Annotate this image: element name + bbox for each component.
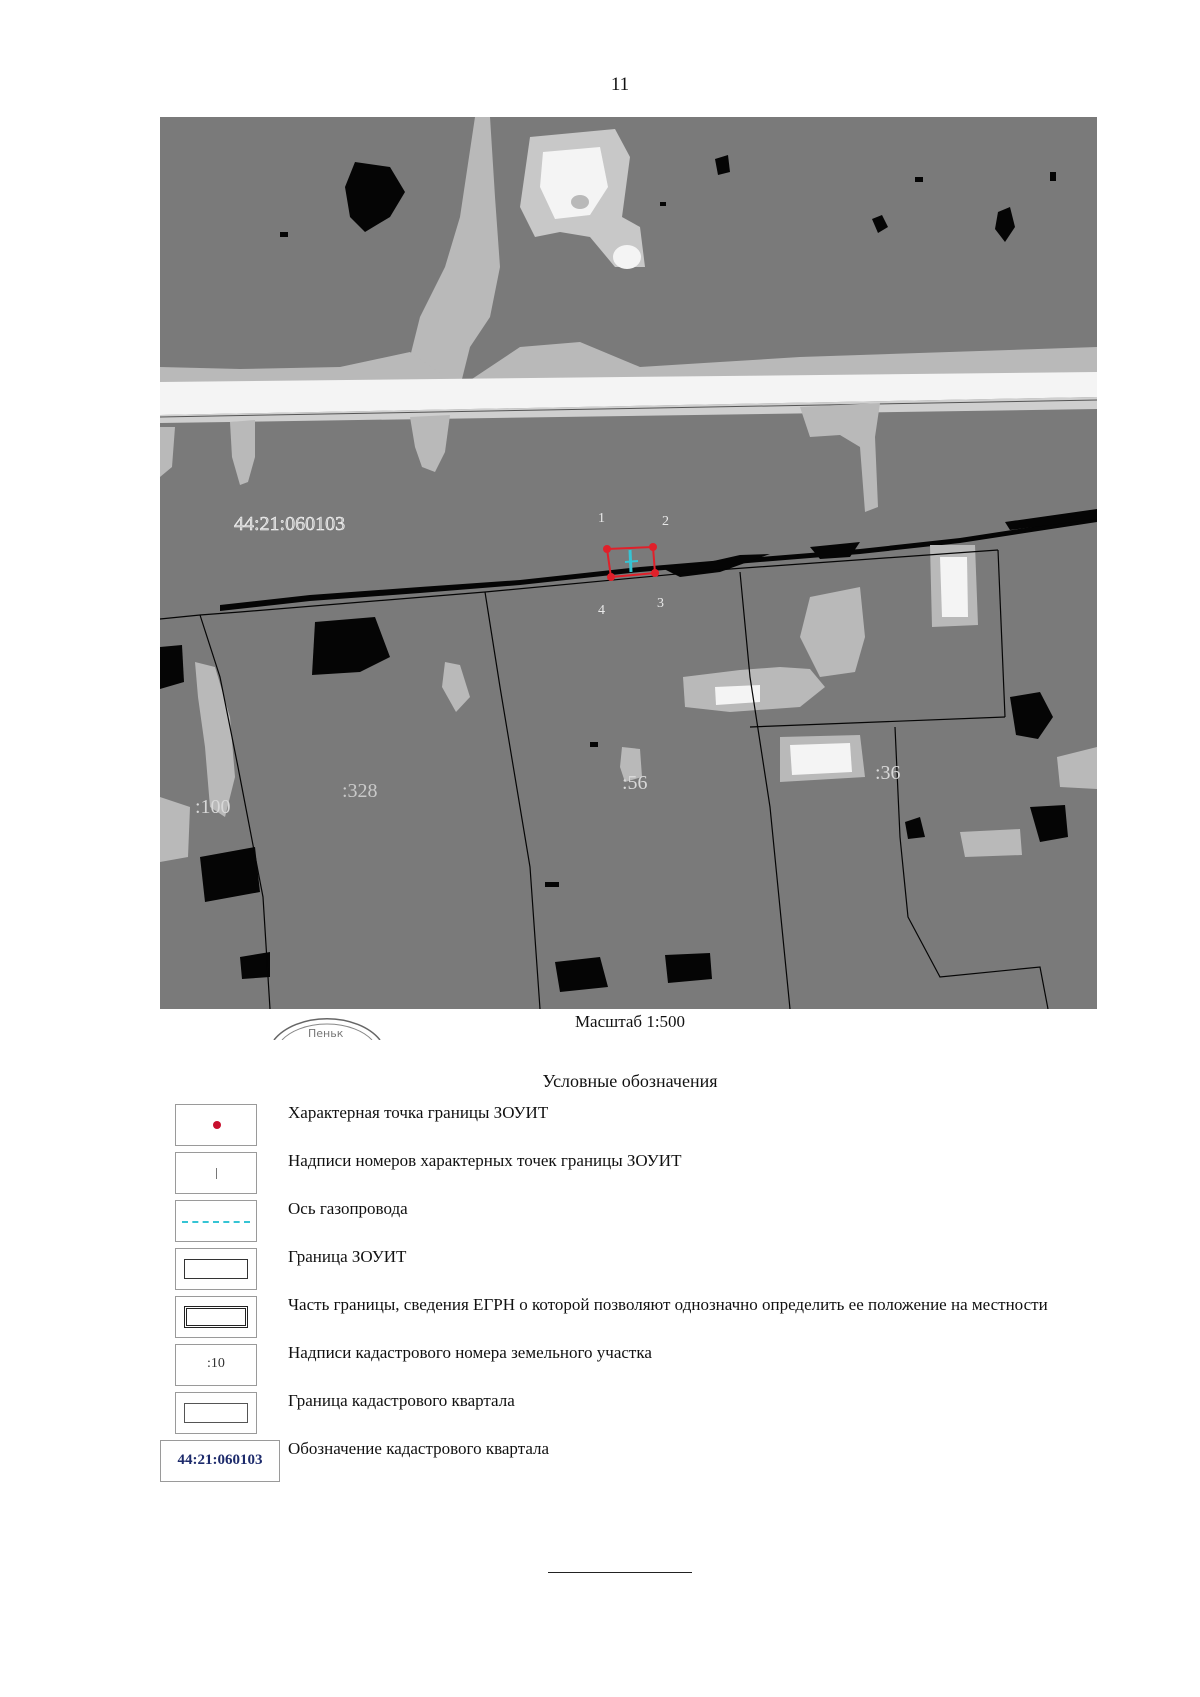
scale-label: Масштаб 1:500 [574,1012,686,1031]
legend-item-parcel-number-label [160,1342,1100,1386]
parcel-label-328: :328 [342,780,378,802]
legend-item-zouit-boundary [160,1246,1100,1290]
legend-symbol-quarter-sample [160,1440,280,1482]
quarter-number-sample: 44:21:060103 [177,1452,263,1468]
parcel-number-sample: :10 [207,1356,225,1371]
rectangle-icon [184,1259,248,1279]
legend-label: Обозначение кадастрового квартала [288,1439,550,1458]
map-canvas [160,117,1097,1009]
legend-item-quarter-designation [160,1438,1100,1482]
legend-label: Ось газопровода [288,1199,408,1218]
legend-item-egrn-boundary-part [160,1294,1100,1338]
parcel-label-100: :100 [195,796,231,818]
legend-label: Надписи кадастрового номера земельного участка [288,1343,652,1362]
legend-label: Часть границы, сведения ЕГРН о которой позволяют однозначно определить ее положение на местности [288,1295,1048,1314]
legend-item-gas-pipeline-axis [160,1198,1100,1242]
legend-symbol-dashed-cyan-line [175,1200,257,1242]
legend-label: Граница ЗОУИТ [288,1247,407,1266]
legend-item-characteristic-point [160,1102,1100,1146]
cadastral-map [160,117,1097,1009]
point-label-1: 1 [598,511,605,526]
quarter-label: 44:21:060103 [234,513,346,535]
double-rectangle-icon [184,1306,248,1328]
page-number: 11 [610,74,630,95]
legend-label: Надписи номеров характерных точек границы ЗОУИТ [288,1151,682,1170]
parcel-label-56: :56 [622,772,648,794]
white-roof-right [940,557,968,617]
red-dot-icon [213,1121,221,1129]
legend-symbol-number-tick [175,1152,257,1194]
legend-symbol-red-dot [175,1104,257,1146]
legend-symbol-double-rectangle [175,1296,257,1338]
legend-item-point-numbers [160,1150,1100,1194]
point-label-3: 3 [657,596,664,611]
point-label-2: 2 [662,514,669,529]
legend-title: Условные обозначения [542,1071,718,1091]
rectangle-icon [184,1403,248,1423]
dashed-line-icon [182,1221,250,1223]
legend-symbol-rectangle-thin [175,1392,257,1434]
legend-label: Граница кадастрового квартала [288,1391,515,1410]
legend-item-quarter-boundary [160,1390,1100,1434]
footnote-divider [548,1572,692,1573]
parcel-label-36: :36 [875,762,901,784]
stamp-seal [272,1014,382,1040]
legend-symbol-text-sample [175,1344,257,1386]
point-label-4: 4 [598,603,605,618]
white-spot-top [613,245,641,269]
legend-symbol-rectangle [175,1248,257,1290]
stamp-text: Пеньк [308,1027,344,1040]
tick-icon [216,1168,217,1179]
legend-label: Характерная точка границы ЗОУИТ [288,1103,549,1122]
